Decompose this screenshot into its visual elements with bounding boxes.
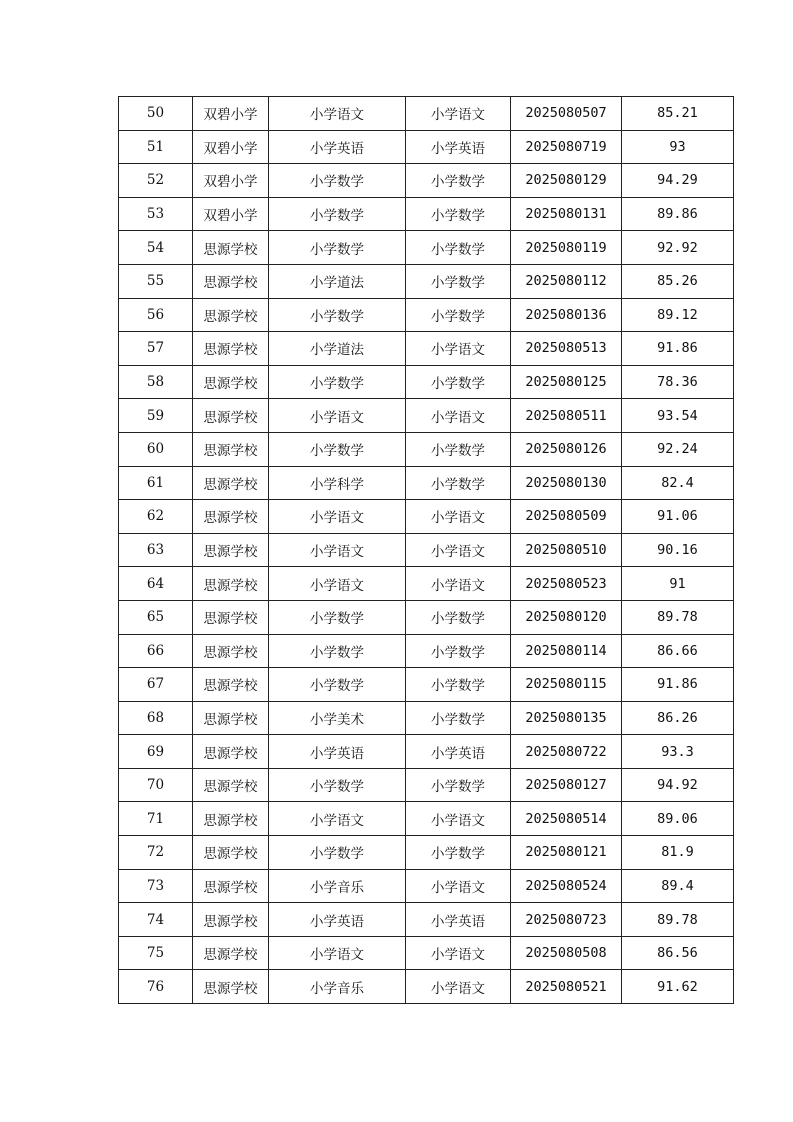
post-cell: 小学数学	[269, 634, 406, 668]
row-number-cell: 64	[119, 567, 193, 601]
score-cell: 89.06	[622, 802, 734, 836]
score-cell: 89.78	[622, 903, 734, 937]
subject-cell: 小学数学	[406, 365, 511, 399]
table-row	[119, 399, 734, 433]
table-row	[119, 298, 734, 332]
row-number-cell: 50	[119, 97, 193, 131]
score-cell: 89.4	[622, 869, 734, 903]
row-number-cell: 69	[119, 735, 193, 769]
subject-cell: 小学数学	[406, 836, 511, 870]
table-row	[119, 231, 734, 265]
subject-cell: 小学数学	[406, 432, 511, 466]
school-cell: 思源学校	[193, 735, 269, 769]
row-number-cell: 66	[119, 634, 193, 668]
row-number-cell: 59	[119, 399, 193, 433]
subject-cell: 小学数学	[406, 701, 511, 735]
school-cell: 思源学校	[193, 365, 269, 399]
post-cell: 小学语文	[269, 97, 406, 131]
table-row	[119, 668, 734, 702]
school-cell: 思源学校	[193, 231, 269, 265]
school-cell: 思源学校	[193, 634, 269, 668]
score-cell: 91.86	[622, 332, 734, 366]
score-cell: 85.21	[622, 97, 734, 131]
table-row	[119, 164, 734, 198]
post-cell: 小学道法	[269, 264, 406, 298]
school-cell: 思源学校	[193, 466, 269, 500]
school-cell: 思源学校	[193, 399, 269, 433]
exam-id-cell: 2025080722	[511, 735, 622, 769]
table-row	[119, 466, 734, 500]
table-row	[119, 264, 734, 298]
score-cell: 82.4	[622, 466, 734, 500]
table-row	[119, 701, 734, 735]
score-cell: 91.86	[622, 668, 734, 702]
school-cell: 双碧小学	[193, 164, 269, 198]
row-number-cell: 67	[119, 668, 193, 702]
exam-id-cell: 2025080127	[511, 768, 622, 802]
score-cell: 86.66	[622, 634, 734, 668]
school-cell: 思源学校	[193, 701, 269, 735]
row-number-cell: 57	[119, 332, 193, 366]
score-cell: 92.24	[622, 432, 734, 466]
post-cell: 小学语文	[269, 500, 406, 534]
exam-id-cell: 2025080125	[511, 365, 622, 399]
subject-cell: 小学语文	[406, 332, 511, 366]
score-cell: 85.26	[622, 264, 734, 298]
post-cell: 小学语文	[269, 802, 406, 836]
school-cell: 思源学校	[193, 500, 269, 534]
post-cell: 小学道法	[269, 332, 406, 366]
school-cell: 思源学校	[193, 533, 269, 567]
exam-id-cell: 2025080511	[511, 399, 622, 433]
post-cell: 小学科学	[269, 466, 406, 500]
school-cell: 思源学校	[193, 970, 269, 1004]
exam-id-cell: 2025080523	[511, 567, 622, 601]
table-row	[119, 533, 734, 567]
exam-id-cell: 2025080508	[511, 936, 622, 970]
post-cell: 小学数学	[269, 197, 406, 231]
score-table-body	[119, 97, 734, 1004]
post-cell: 小学美术	[269, 701, 406, 735]
post-cell: 小学语文	[269, 533, 406, 567]
table-row	[119, 432, 734, 466]
exam-id-cell: 2025080521	[511, 970, 622, 1004]
table-row	[119, 768, 734, 802]
score-cell: 91	[622, 567, 734, 601]
row-number-cell: 73	[119, 869, 193, 903]
subject-cell: 小学数学	[406, 264, 511, 298]
subject-cell: 小学语文	[406, 802, 511, 836]
post-cell: 小学数学	[269, 836, 406, 870]
table-row	[119, 869, 734, 903]
table-row	[119, 567, 734, 601]
school-cell: 思源学校	[193, 768, 269, 802]
post-cell: 小学数学	[269, 164, 406, 198]
post-cell: 小学数学	[269, 668, 406, 702]
score-cell: 93.54	[622, 399, 734, 433]
subject-cell: 小学数学	[406, 668, 511, 702]
post-cell: 小学英语	[269, 130, 406, 164]
row-number-cell: 60	[119, 432, 193, 466]
school-cell: 思源学校	[193, 836, 269, 870]
score-cell: 90.16	[622, 533, 734, 567]
subject-cell: 小学英语	[406, 735, 511, 769]
school-cell: 双碧小学	[193, 197, 269, 231]
subject-cell: 小学数学	[406, 600, 511, 634]
row-number-cell: 55	[119, 264, 193, 298]
post-cell: 小学数学	[269, 298, 406, 332]
row-number-cell: 51	[119, 130, 193, 164]
score-cell: 93.3	[622, 735, 734, 769]
subject-cell: 小学数学	[406, 634, 511, 668]
exam-id-cell: 2025080723	[511, 903, 622, 937]
score-cell: 91.62	[622, 970, 734, 1004]
subject-cell: 小学语文	[406, 399, 511, 433]
subject-cell: 小学语文	[406, 936, 511, 970]
row-number-cell: 52	[119, 164, 193, 198]
row-number-cell: 75	[119, 936, 193, 970]
subject-cell: 小学数学	[406, 197, 511, 231]
table-row	[119, 970, 734, 1004]
score-table	[118, 96, 734, 1004]
school-cell: 双碧小学	[193, 130, 269, 164]
subject-cell: 小学数学	[406, 164, 511, 198]
table-row	[119, 802, 734, 836]
row-number-cell: 56	[119, 298, 193, 332]
post-cell: 小学音乐	[269, 970, 406, 1004]
exam-id-cell: 2025080130	[511, 466, 622, 500]
subject-cell: 小学语文	[406, 567, 511, 601]
school-cell: 思源学校	[193, 432, 269, 466]
table-row	[119, 903, 734, 937]
exam-id-cell: 2025080112	[511, 264, 622, 298]
post-cell: 小学语文	[269, 567, 406, 601]
subject-cell: 小学语文	[406, 97, 511, 131]
school-cell: 思源学校	[193, 298, 269, 332]
post-cell: 小学英语	[269, 903, 406, 937]
exam-id-cell: 2025080131	[511, 197, 622, 231]
post-cell: 小学数学	[269, 231, 406, 265]
school-cell: 思源学校	[193, 869, 269, 903]
row-number-cell: 76	[119, 970, 193, 1004]
exam-id-cell: 2025080121	[511, 836, 622, 870]
score-cell: 89.86	[622, 197, 734, 231]
score-cell: 89.78	[622, 600, 734, 634]
post-cell: 小学语文	[269, 399, 406, 433]
exam-id-cell: 2025080119	[511, 231, 622, 265]
table-row	[119, 836, 734, 870]
school-cell: 思源学校	[193, 332, 269, 366]
subject-cell: 小学英语	[406, 130, 511, 164]
score-cell: 81.9	[622, 836, 734, 870]
table-row	[119, 130, 734, 164]
post-cell: 小学英语	[269, 735, 406, 769]
exam-id-cell: 2025080135	[511, 701, 622, 735]
score-cell: 89.12	[622, 298, 734, 332]
exam-id-cell: 2025080129	[511, 164, 622, 198]
subject-cell: 小学数学	[406, 768, 511, 802]
score-cell: 86.26	[622, 701, 734, 735]
exam-id-cell: 2025080126	[511, 432, 622, 466]
school-cell: 思源学校	[193, 264, 269, 298]
subject-cell: 小学英语	[406, 903, 511, 937]
post-cell: 小学语文	[269, 936, 406, 970]
subject-cell: 小学语文	[406, 970, 511, 1004]
post-cell: 小学数学	[269, 365, 406, 399]
exam-id-cell: 2025080115	[511, 668, 622, 702]
score-cell: 94.92	[622, 768, 734, 802]
subject-cell: 小学数学	[406, 466, 511, 500]
row-number-cell: 74	[119, 903, 193, 937]
row-number-cell: 71	[119, 802, 193, 836]
row-number-cell: 65	[119, 600, 193, 634]
table-row	[119, 197, 734, 231]
table-row	[119, 634, 734, 668]
row-number-cell: 62	[119, 500, 193, 534]
exam-id-cell: 2025080510	[511, 533, 622, 567]
school-cell: 双碧小学	[193, 97, 269, 131]
exam-id-cell: 2025080120	[511, 600, 622, 634]
score-cell: 86.56	[622, 936, 734, 970]
score-cell: 78.36	[622, 365, 734, 399]
row-number-cell: 63	[119, 533, 193, 567]
row-number-cell: 68	[119, 701, 193, 735]
row-number-cell: 61	[119, 466, 193, 500]
exam-id-cell: 2025080509	[511, 500, 622, 534]
subject-cell: 小学语文	[406, 869, 511, 903]
score-cell: 94.29	[622, 164, 734, 198]
school-cell: 思源学校	[193, 802, 269, 836]
score-cell: 91.06	[622, 500, 734, 534]
exam-id-cell: 2025080514	[511, 802, 622, 836]
exam-id-cell: 2025080507	[511, 97, 622, 131]
row-number-cell: 72	[119, 836, 193, 870]
post-cell: 小学数学	[269, 432, 406, 466]
score-cell: 93	[622, 130, 734, 164]
school-cell: 思源学校	[193, 600, 269, 634]
table-row	[119, 332, 734, 366]
row-number-cell: 70	[119, 768, 193, 802]
subject-cell: 小学语文	[406, 500, 511, 534]
school-cell: 思源学校	[193, 903, 269, 937]
table-row	[119, 735, 734, 769]
exam-id-cell: 2025080513	[511, 332, 622, 366]
exam-id-cell: 2025080114	[511, 634, 622, 668]
post-cell: 小学音乐	[269, 869, 406, 903]
exam-id-cell: 2025080719	[511, 130, 622, 164]
row-number-cell: 53	[119, 197, 193, 231]
school-cell: 思源学校	[193, 567, 269, 601]
table-row	[119, 97, 734, 131]
exam-id-cell: 2025080524	[511, 869, 622, 903]
score-cell: 92.92	[622, 231, 734, 265]
row-number-cell: 58	[119, 365, 193, 399]
school-cell: 思源学校	[193, 936, 269, 970]
table-row	[119, 600, 734, 634]
subject-cell: 小学数学	[406, 298, 511, 332]
row-number-cell: 54	[119, 231, 193, 265]
subject-cell: 小学数学	[406, 231, 511, 265]
exam-id-cell: 2025080136	[511, 298, 622, 332]
table-row	[119, 500, 734, 534]
table-row	[119, 936, 734, 970]
school-cell: 思源学校	[193, 668, 269, 702]
subject-cell: 小学语文	[406, 533, 511, 567]
table-row	[119, 365, 734, 399]
post-cell: 小学数学	[269, 768, 406, 802]
post-cell: 小学数学	[269, 600, 406, 634]
